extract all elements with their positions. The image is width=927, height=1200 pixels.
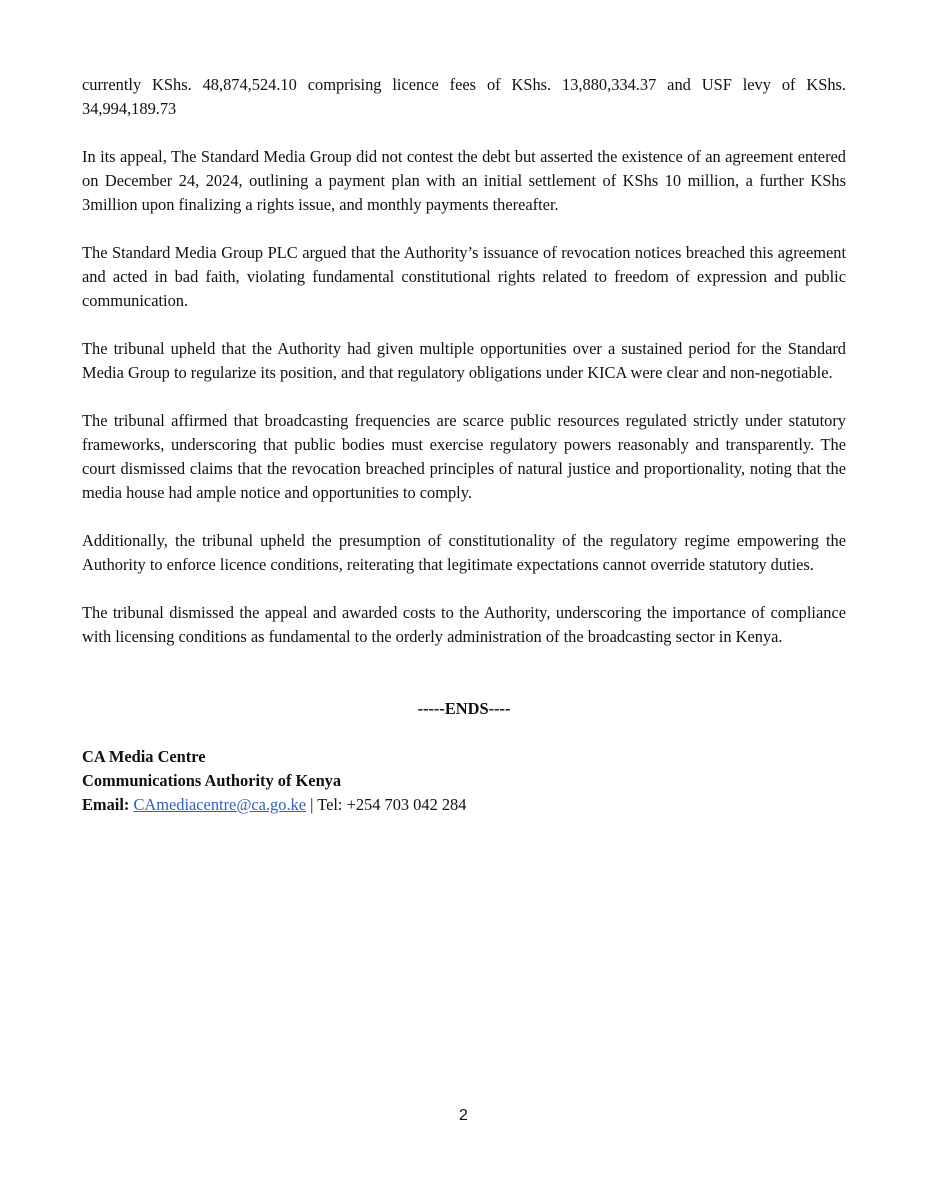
paragraph-additionally: Additionally, the tribunal upheld the presumption of constitutionality of the regulatory regime empowering the Authority to enforce licence conditions, reiterating that legitimate expectations cannot override statutory duties.	[82, 531, 846, 574]
document-page	[82, 73, 846, 817]
paragraph-tribunal-affirmed: The tribunal affirmed that broadcasting frequencies are scarce public resources regulated strictly under statutory frameworks, underscoring that public bodies must exercise regulatory powers reasonably and transparently. The court dismissed claims that the revocation breached principles of natural justice and proportionality, noting that the media house had ample notice and opportunities to comply.	[82, 411, 846, 502]
ends-marker: -----ENDS----	[417, 699, 511, 718]
signature-authority: Communications Authority of Kenya	[82, 771, 342, 790]
email-link[interactable]: CAmediacentre@ca.go.ke	[133, 795, 307, 814]
signature-media-centre: CA Media Centre	[82, 747, 206, 766]
paragraph-tribunal-upheld: The tribunal upheld that the Authority had given multiple opportunities over a sustained period for the Standard Media Group to regularize its position, and that regulatory obligations under KICA were clear and non-negotiable.	[82, 339, 846, 382]
paragraph-debt-amount: currently KShs. 48,874,524.10 comprising licence fees of KShs. 13,880,334.37 and USF levy of KShs. 34,994,189.73	[82, 75, 846, 118]
paragraph-dismissed: The tribunal dismissed the appeal and awarded costs to the Authority, underscoring the importance of compliance with licensing conditions as fundamental to the orderly administration of the broadcasting sector in Kenya.	[82, 603, 846, 646]
email-label: Email:	[82, 795, 130, 814]
signature-contact	[82, 793, 846, 817]
paragraph-argument: The Standard Media Group PLC argued that the Authority’s issuance of revocation notices breached this agreement and acted in bad faith, violating fundamental constitutional rights related to freedom of expression and public communication.	[82, 243, 846, 310]
telephone: | Tel: +254 703 042 284	[310, 795, 467, 814]
paragraph-appeal: In its appeal, The Standard Media Group did not contest the debt but asserted the existence of an agreement entered on December 24, 2024, outlining a payment plan with an initial settlement of KShs 10 million, a further KShs 3million upon finalizing a rights issue, and monthly payments thereafter.	[82, 147, 846, 214]
page-number: 2	[459, 1107, 468, 1124]
